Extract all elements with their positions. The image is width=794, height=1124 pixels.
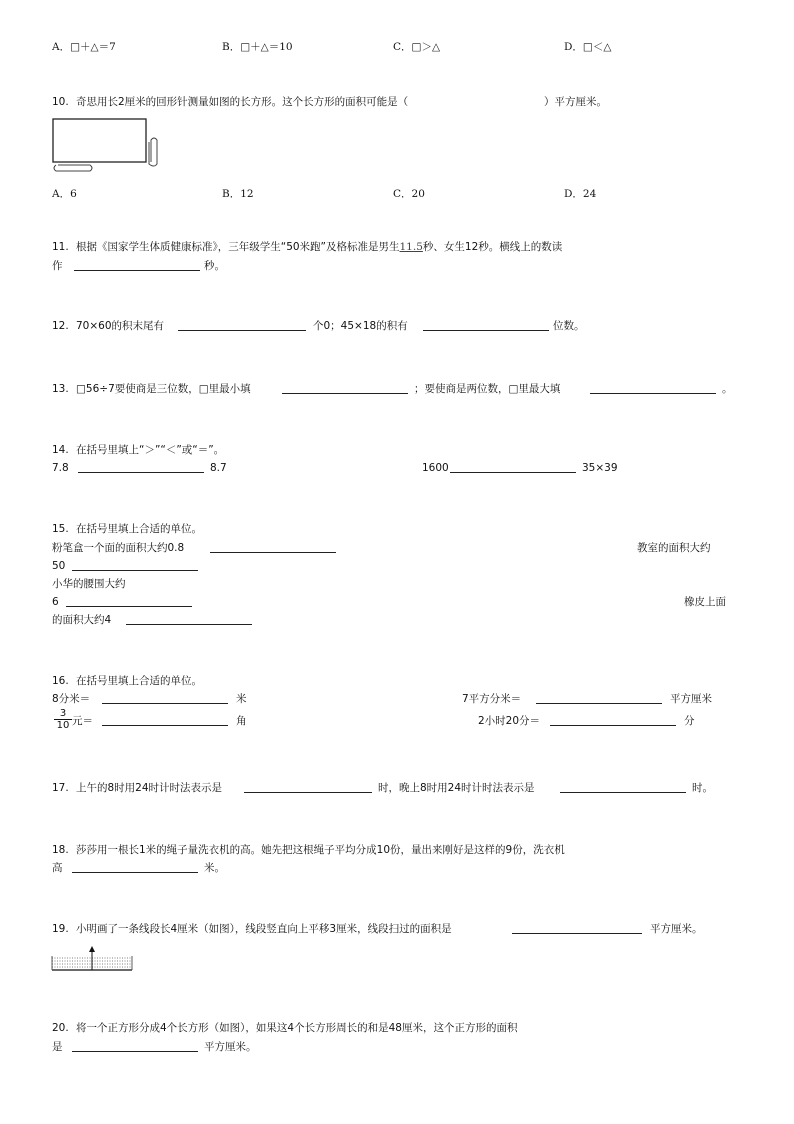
q10-number: 10. <box>52 96 69 108</box>
q15-item-4-cont: 的面积大约4 <box>52 614 112 626</box>
paperclip-icon <box>54 138 157 171</box>
q12-blank-1[interactable] <box>178 330 306 331</box>
q14-right-b: 35×39 <box>582 462 618 474</box>
q10-option-c: C．20 <box>393 188 425 200</box>
q20-answer-blank[interactable] <box>72 1051 198 1052</box>
q20-number: 20. <box>52 1022 69 1034</box>
q17-blank-2[interactable] <box>560 792 686 793</box>
q14-blank-left[interactable] <box>78 472 204 473</box>
measured-rectangle <box>53 119 146 162</box>
q14-right-a: 1600 <box>422 462 449 474</box>
q19-text-b: 平方厘米。 <box>650 923 703 935</box>
q15-number: 15. <box>52 523 69 535</box>
fraction-denominator: 10 <box>54 719 72 731</box>
q15-item-3-value: 6 <box>52 596 59 608</box>
q15-blank-3[interactable] <box>66 606 192 607</box>
q16-blank-d[interactable] <box>550 725 676 726</box>
q16-b-left: 7平方分米＝ <box>462 693 522 705</box>
q17-text-c: 时。 <box>692 782 713 794</box>
q16-blank-c[interactable] <box>102 725 228 726</box>
q16-b-unit: 平方厘米 <box>670 693 712 705</box>
q20-line1: 将一个正方形分成4个长方形（如图），如果这4个长方形周长的和是48厘米，这个正方形的面积 <box>76 1022 518 1034</box>
q9-option-b: B．□＋△＝10 <box>222 41 293 53</box>
q18-number: 18. <box>52 844 69 856</box>
q10-option-b: B．12 <box>222 188 254 200</box>
q16-blank-b[interactable] <box>536 703 662 704</box>
q11-number-value: 11.5 <box>399 241 423 253</box>
q11-line2-end: 秒。 <box>204 260 225 272</box>
q12-number: 12. <box>52 320 69 332</box>
q20-line2-end: 平方厘米。 <box>204 1041 257 1053</box>
q16-d-left: 2小时20分＝ <box>478 715 541 727</box>
q9-option-d: D．□＜△ <box>564 41 612 53</box>
q11-text-part1: 根据《国家学生体质健康标准》，三年级学生“50米跑”及格标准是男生 <box>76 241 400 253</box>
q16-title: 在括号里填上合适的单位。 <box>76 675 202 687</box>
q16-fraction <box>54 708 72 731</box>
q15-title: 在括号里填上合适的单位。 <box>76 523 202 535</box>
q18-line2-start: 高 <box>52 862 63 874</box>
q19-answer-blank[interactable] <box>512 933 642 934</box>
q11-number: 11. <box>52 241 69 253</box>
q10-question-end: ）平方厘米。 <box>544 96 607 108</box>
q13-text-b: ；要使商是两位数，□里最大填 <box>414 383 561 395</box>
q17-text-a: 上午的8时用24时计时法表示是 <box>76 782 223 794</box>
q15-item-4: 橡皮上面 <box>684 596 726 608</box>
q10-question: 奇思用长2厘米的回形针测量如图的长方形。这个长方形的面积可能是（ <box>76 96 409 108</box>
q13-text-a: □56÷7要使商是三位数，□里最小填 <box>76 383 251 395</box>
q20-line2-start: 是 <box>52 1041 63 1053</box>
q16-blank-a[interactable] <box>102 703 228 704</box>
q13-number: 13. <box>52 383 69 395</box>
q18-line1: 莎莎用一根长1米的绳子量洗衣机的高。她先把这根绳子平均分成10份，量出来刚好是这样的9份，洗衣机 <box>76 844 565 856</box>
rectangle-with-paperclip-figure <box>50 116 168 176</box>
q10-option-d: D．24 <box>564 188 597 200</box>
q16-a-unit: 米 <box>236 693 247 705</box>
q14-blank-right[interactable] <box>450 472 576 473</box>
q9-option-a: A．□＋△＝7 <box>52 41 116 53</box>
q15-item-2-value: 50 <box>52 560 66 572</box>
q14-left-b: 8.7 <box>210 462 227 474</box>
q9-option-c: C．□＞△ <box>393 41 441 53</box>
q17-number: 17. <box>52 782 69 794</box>
q19-text-a: 小明画了一条线段长4厘米（如图），线段竖直向上平移3厘米，线段扫过的面积是 <box>76 923 452 935</box>
q16-d-unit: 分 <box>684 715 695 727</box>
q13-blank-1[interactable] <box>282 393 408 394</box>
q17-text-b: 时，晚上8时用24时计时法表示是 <box>378 782 535 794</box>
q14-title: 在括号里填上“＞”“＜”或“＝”。 <box>76 444 225 456</box>
q18-line2-end: 米。 <box>204 862 225 874</box>
q11-answer-blank[interactable] <box>74 270 200 271</box>
q12-text-a: 70×60的积末尾有 <box>76 320 165 332</box>
q18-answer-blank[interactable] <box>72 872 198 873</box>
q11-line2-start: 作 <box>52 260 63 272</box>
q16-c-unit: 角 <box>236 715 247 727</box>
q17-blank-1[interactable] <box>244 792 372 793</box>
q13-text-c: 。 <box>722 383 733 395</box>
q11-text-part2: 秒、女生12秒。横线上的数读 <box>422 241 563 253</box>
q12-text-c: 位数。 <box>553 320 585 332</box>
q12-text-b: 个0；45×18的积有 <box>313 320 408 332</box>
q14-left-a: 7.8 <box>52 462 69 474</box>
fraction-numerator: 3 <box>59 708 67 719</box>
q16-a-left: 8分米＝ <box>52 693 91 705</box>
q12-blank-2[interactable] <box>423 330 549 331</box>
q15-blank-4[interactable] <box>126 624 252 625</box>
q16-c-left: 元＝ <box>72 715 93 727</box>
q15-blank-1[interactable] <box>210 552 336 553</box>
q16-number: 16. <box>52 675 69 687</box>
q19-number: 19. <box>52 923 69 935</box>
q15-blank-2[interactable] <box>72 570 198 571</box>
q10-option-a: A．6 <box>52 188 77 200</box>
line-segment-translation-figure <box>50 944 136 974</box>
q14-number: 14. <box>52 444 69 456</box>
q11-text-a <box>76 240 562 254</box>
q15-item-1: 粉笔盒一个面的面积大约0.8 <box>52 542 185 554</box>
q15-item-3: 小华的腰围大约 <box>52 578 126 590</box>
q15-item-2: 教室的面积大约 <box>637 542 711 554</box>
q13-blank-2[interactable] <box>590 393 716 394</box>
